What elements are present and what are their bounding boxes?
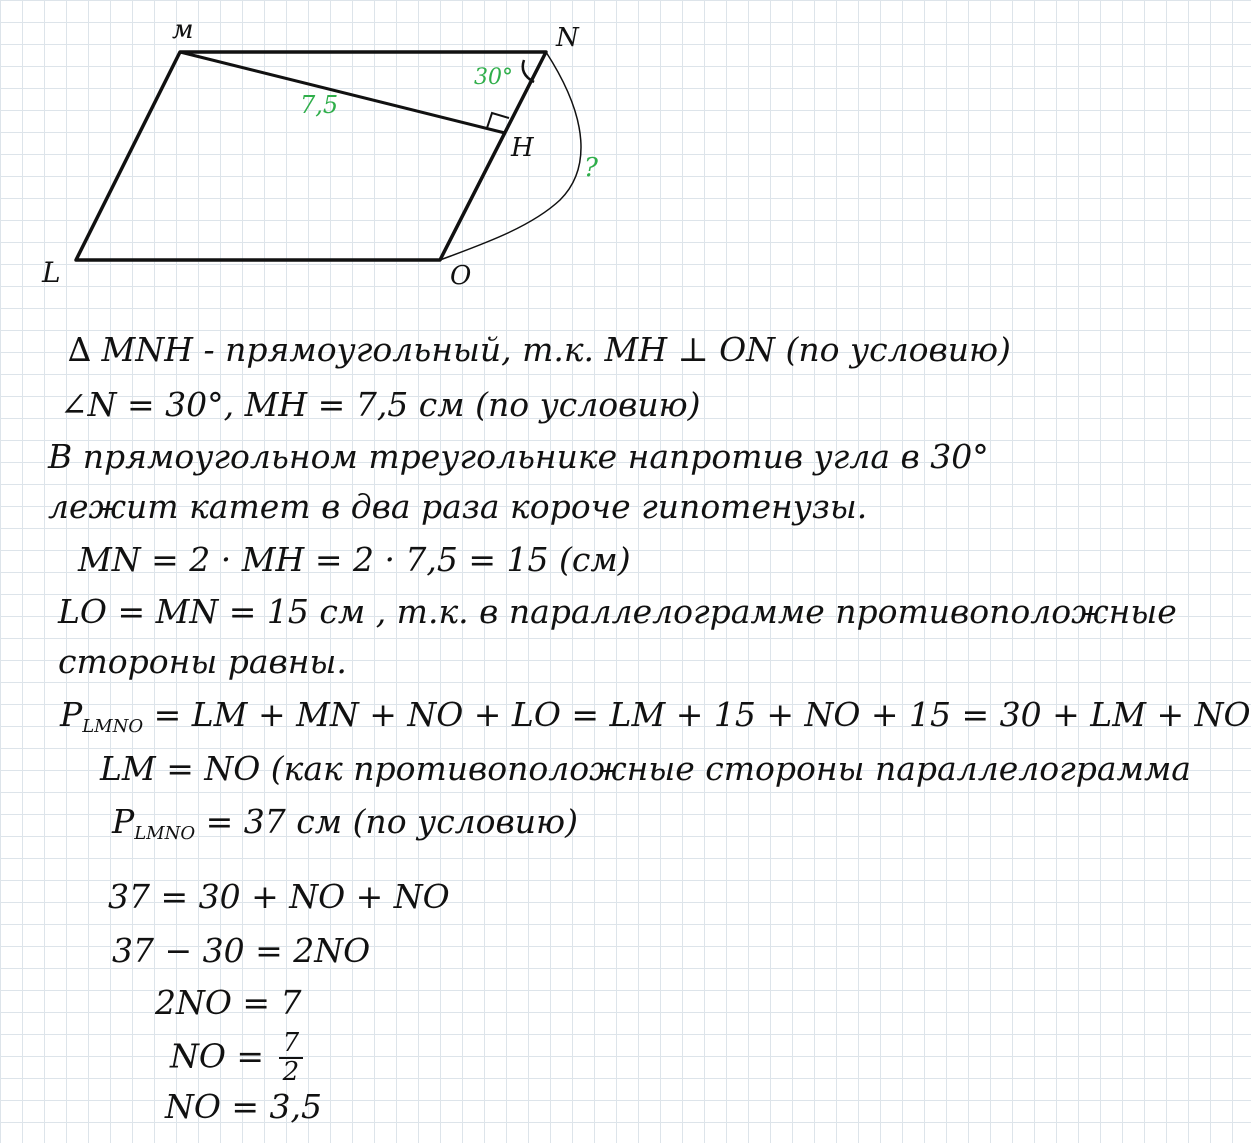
perimeter-given-rhs: = 37 см (по условию) [205,802,578,841]
parallelogram-figure [0,0,1099,300]
right-angle-mark [487,113,509,128]
perimeter-subscript-2: LMNO [134,823,196,844]
perimeter-given [112,802,578,844]
perimeter-equation-rhs: = LM + MN + NO + LO = LM + 15 + NO + 15 = 30 + LM + NO [153,695,1251,734]
solution-line-4: лежит катет в два раза короче гипотенузы. [48,487,868,526]
unknown-side-annotation: ? [584,153,598,183]
vertex-label-h: H [511,133,534,163]
perimeter-symbol-2: P [112,802,135,841]
solution-line-3: В прямоугольном треугольнике напротив угла в 30° [48,437,989,476]
perimeter-symbol: P [60,695,83,734]
angle-n-annotation: 30° [474,65,513,90]
mh-length-annotation: 7,5 [300,91,339,119]
solution-line-5: MN = 2 · MH = 2 · 7,5 = 15 (см) [78,540,631,579]
equation-line-2: 37 − 30 = 2NO [112,931,371,970]
solution-line-9: LM = NO (как противоположные стороны параллелограмма [100,749,1191,788]
height-mh [180,52,505,133]
equation-line-1: 37 = 30 + NO + NO [108,877,450,916]
perimeter-subscript: LMNO [82,716,144,737]
equation-line-5: NO = 3,5 [165,1087,323,1126]
equation-line-3: 2NO = 7 [155,983,302,1022]
fraction-numerator: 7 [279,1030,304,1059]
vertex-label-o: O [450,261,472,291]
solution-line-2: ∠N = 30°, MH = 7,5 см (по условию) [60,385,701,424]
solution-line-1: ∆ MNH - прямоугольный, т.к. MH ⊥ ON (по условию) [68,330,1011,369]
fraction-seven-halves [279,1030,304,1087]
solution-line-6: LO = MN = 15 см , т.к. в параллелограмме противоположные [58,592,1177,631]
vertex-label-n: N [556,23,579,53]
equation-line-4-lhs: NO = [170,1036,265,1076]
vertex-label-m: м [172,15,194,45]
equation-line-4 [170,1030,303,1087]
perimeter-equation [60,695,1251,737]
vertex-label-l: L [42,256,61,289]
solution-line-7: стороны равны. [58,642,347,681]
fraction-denominator: 2 [282,1057,300,1088]
